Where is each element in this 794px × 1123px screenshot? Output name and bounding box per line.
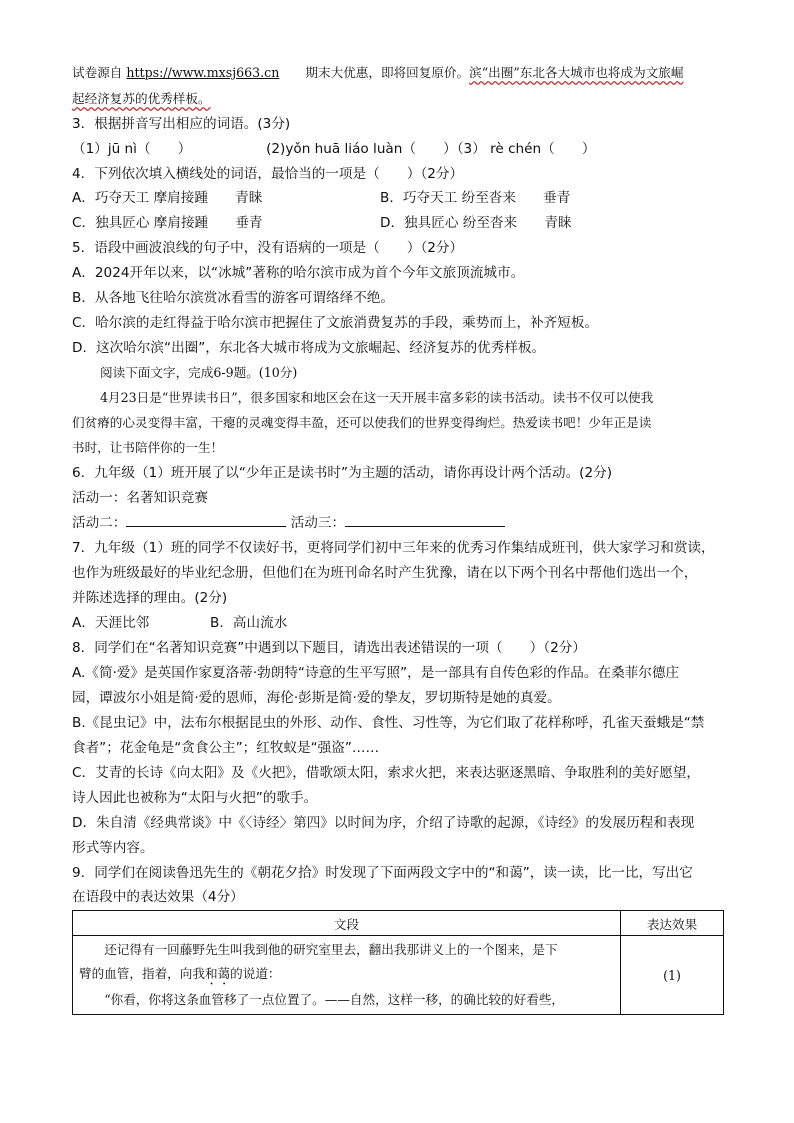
- carry-text-end: 起经济复苏的优秀样板。: [72, 91, 211, 106]
- passage-line-2: [79, 962, 614, 988]
- activity-3-blank[interactable]: [345, 512, 505, 527]
- source-label: 试卷源自: [72, 65, 123, 80]
- q5-stem: 5．语段中画波浪线的句子中，没有语病的一项是（ ）（2分）: [72, 240, 464, 256]
- q5-option-d[interactable]: D．这次哈尔滨“出圈”，东北各大城市将成为文旅崛起、经济复苏的优秀样板。: [72, 340, 546, 356]
- q8-option-a-1[interactable]: A.《简·爱》是英国作家夏洛蒂·勃朗特“诗意的生平写照”，是一部具有自传色彩的作品。在桑菲尔德庄: [72, 665, 680, 681]
- q4-option-a[interactable]: A．巧夺天工 摩肩接踵 青睐: [72, 190, 263, 206]
- reading-intro: 阅读下面文字，完成6-9题。(10分): [100, 365, 298, 380]
- q5-option-c[interactable]: C．哈尔滨的走红得益于哈尔滨市把握住了文旅消费复苏的手段，乘势而上，补齐短板。: [72, 315, 599, 331]
- q8-option-a-2: 园，谭波尔小姐是简·爱的恩师，海伦·彭斯是简·爱的挚友，罗切斯特是她的真爱。: [72, 690, 561, 706]
- q8-option-b-2: 食者”；花金龟是“贪食公主”；红牧蚁是“强盗”……: [72, 740, 380, 756]
- q7-option-b[interactable]: B．高山流水: [210, 615, 288, 631]
- promo-text: 期末大优惠，即将回复原价。: [305, 65, 470, 80]
- q5-option-b[interactable]: B．从各地飞往哈尔滨赏冰看雪的游客可谓络绎不绝。: [72, 290, 394, 306]
- activity-2-blank[interactable]: [126, 512, 286, 527]
- q6-activity-1: 活动一：名著知识竞赛: [72, 490, 208, 506]
- q3-items: （1）jū nì（ ） (2)yǒn huā liáo luàn（ ）（3） rè chén（ ）: [72, 141, 596, 157]
- passage-cell: [73, 936, 621, 1015]
- carry-line: [72, 88, 724, 110]
- header-line: [72, 62, 724, 84]
- q8-option-d-1[interactable]: D．朱自清《经典常谈》中《〈诗经〉第四》以时间为序，介绍了诗歌的起源，《诗经》的发展历程和表现: [72, 815, 695, 831]
- q7-line-1: 7．九年级（1）班的同学不仅读好书，更将同学们初中三年来的优秀习作集结成班刊，供大家学习和赏读，: [72, 540, 715, 556]
- q6-activity-3-label: 活动三：: [290, 515, 346, 531]
- effect-cell[interactable]: (1): [621, 936, 724, 1015]
- emphasized-word: 和蔼: [204, 966, 231, 981]
- passage-line-1: 还记得有一回藤野先生叫我到他的研究室里去，翻出我那讲义上的一个图来，是下: [104, 942, 558, 957]
- q4-option-b[interactable]: B．巧夺天工 纷至沓来 垂青: [380, 190, 571, 206]
- source-link[interactable]: https://www.mxsj663.cn: [126, 65, 280, 80]
- q8-option-b-1[interactable]: B.《昆虫记》中，法布尔根据昆虫的外形、动作、食性、习性等，为它们取了花样称呼，孔雀天蚕蛾是“禁: [72, 715, 705, 731]
- q8-option-d-2: 形式等内容。: [72, 840, 154, 856]
- q9-line-1: 9．同学们在阅读鲁迅先生的《朝花夕拾》时发现了下面两段文字中的“和蔼”，读一读，比一比，写出它: [72, 865, 693, 881]
- comparison-table: [72, 910, 724, 1015]
- q7-line-2: 也作为班级最好的毕业纪念册，但他们在为班刊命名时产生犹豫，请在以下两个刊名中帮他们选出一个，: [72, 565, 698, 581]
- q6-activity-row: [72, 512, 724, 534]
- q6-activity-2-label: 活动二：: [72, 515, 127, 531]
- q4-option-d[interactable]: D．独具匠心 纷至沓来 青睐: [380, 215, 572, 231]
- q9-line-2: 在语段中的表达效果（4分）: [72, 889, 244, 905]
- q4-row1: [72, 187, 724, 209]
- table-head-effect: 表达效果: [621, 911, 724, 936]
- q8-option-c-1[interactable]: C．艾青的长诗《向太阳》及《火把》，借歌颂太阳，索求火把，来表达驱逐黑暗、争取胜利的美好愿望，: [72, 765, 701, 781]
- q8-stem: 8．同学们在“名著知识竞赛”中遇到以下题目，请选出表述错误的一项（ ）（2分）: [72, 640, 586, 656]
- passage-line-3: “你看，你将这条血管移了一点位置了。——自然，这样一移，的确比较的好看些，: [104, 992, 565, 1007]
- reading-line-1: 4月23日是“世界读书日”，很多国家和地区会在这一天开展丰富多彩的读书活动。读书不仅可以使我: [100, 390, 654, 405]
- q7-option-a[interactable]: A．天涯比邻: [72, 615, 150, 631]
- reading-line-2: 们贫瘠的心灵变得丰富，干瘪的灵魂变得丰盈，还可以使我们的世界变得绚烂。热爱读书吧！少年正是读: [72, 415, 652, 430]
- q7-options: [72, 612, 724, 634]
- q3-stem: 3．根据拼音写出相应的词语。(3分): [72, 116, 291, 132]
- q7-line-3: 并陈述选择的理由。(2分): [72, 590, 228, 606]
- q5-option-a[interactable]: A．2024开年以来，以“冰城”著称的哈尔滨市成为首个今年文旅顶流城市。: [72, 265, 525, 281]
- q4-row2: [72, 212, 724, 234]
- passage-line-2-post: 的说道：: [230, 966, 281, 981]
- q4-stem: 4．下列依次填入横线处的词语，最恰当的一项是（ ）（2分）: [72, 166, 464, 182]
- q4-option-c[interactable]: C．独具匠心 摩肩接踵 垂青: [72, 215, 263, 231]
- carry-text: 滨“出圈”东北各大城市也将成为文旅崛: [469, 65, 684, 80]
- table-row: [73, 936, 724, 1015]
- table-head-text: 文段: [73, 911, 621, 936]
- q8-option-c-2: 诗人因此也被称为“太阳与火把”的歌手。: [72, 790, 318, 806]
- passage-line-2-pre: 臂的血管，指着，向我: [79, 966, 205, 981]
- q6-stem: 6．九年级（1）班开展了以“少年正是读书时”为主题的活动，请你再设计两个活动。(2分): [72, 465, 613, 481]
- reading-line-3: 书时，让书陪伴你的一生！: [72, 440, 224, 455]
- table-header-row: [73, 911, 724, 936]
